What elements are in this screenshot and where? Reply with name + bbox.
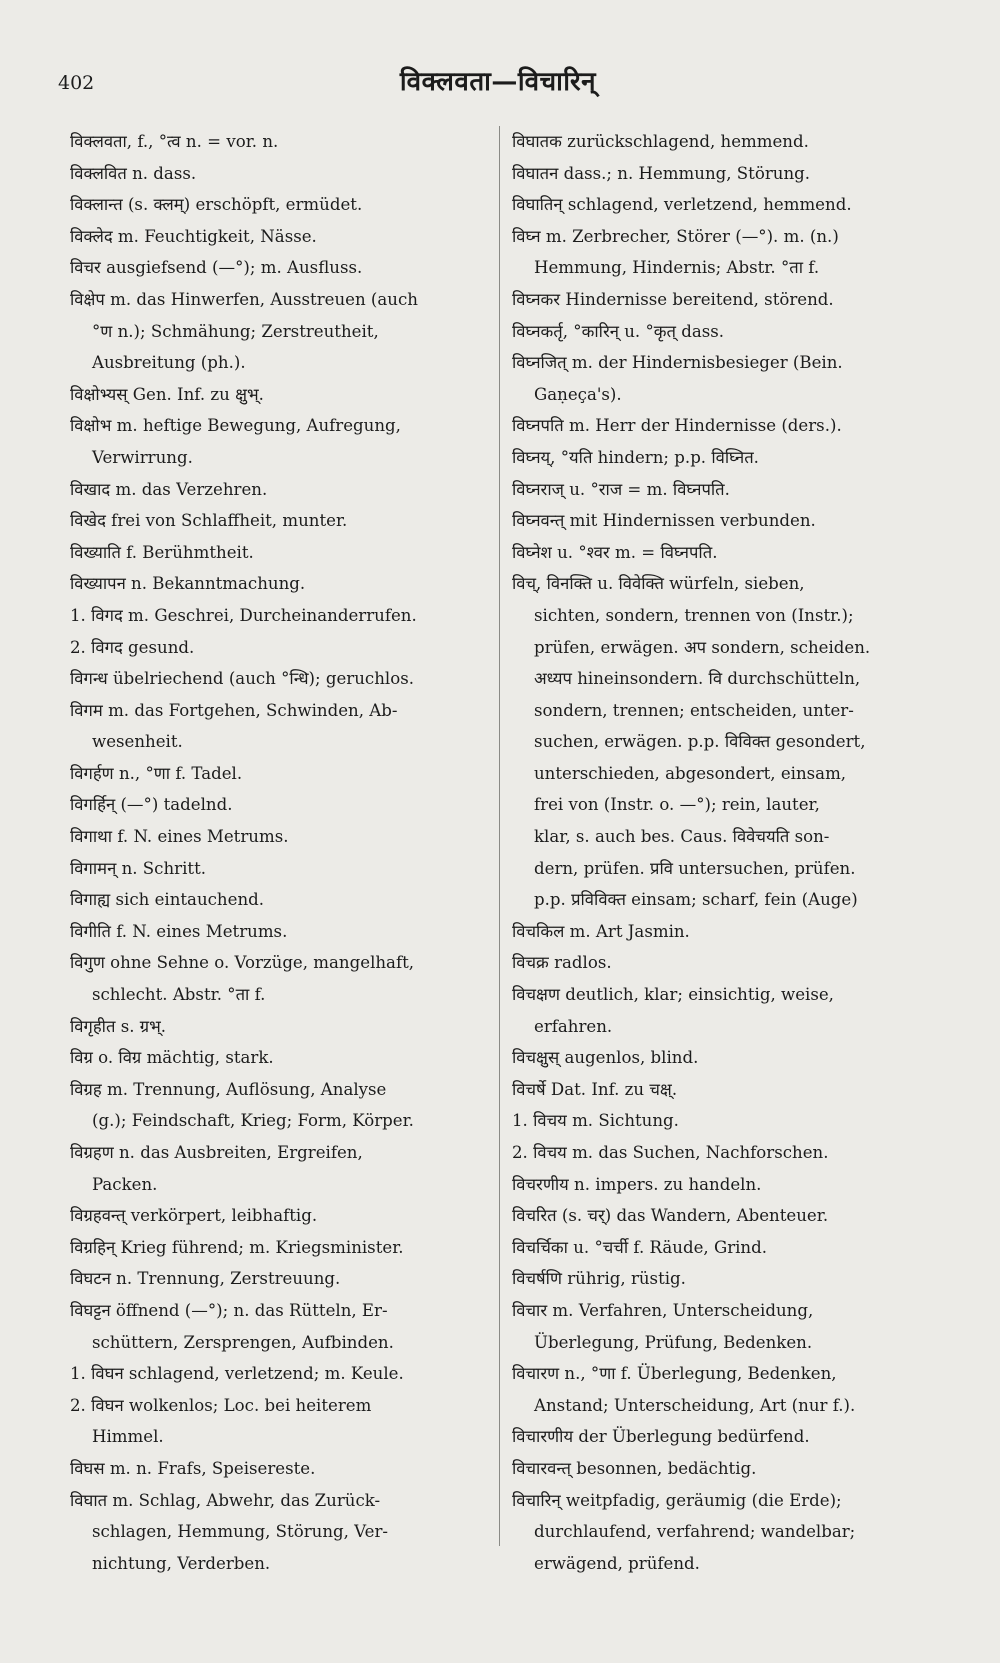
dictionary-entry: विग्र o. विग्र mächtig, stark. (70, 1048, 274, 1068)
dictionary-entry: विच्, विनक्ति u. विवेक्ति würfeln, sieben, (512, 574, 805, 594)
column-divider (499, 126, 500, 1546)
dictionary-entry: विगम m. das Fortgehen, Schwinden, Ab- (70, 700, 398, 720)
entry-continuation: wesenheit. (92, 732, 183, 752)
dictionary-entry: विगर्हण n., °णा f. Tadel. (70, 763, 243, 783)
dictionary-entry: विचरणीय n. impers. zu handeln. (512, 1174, 762, 1194)
dictionary-entry: विगामन् n. Schritt. (70, 858, 207, 878)
entry-continuation: klar, s. auch bes. Caus. विवेचयति son- (534, 827, 830, 847)
dictionary-entry: विघ्नपति m. Herr der Hindernisse (ders.). (512, 416, 842, 436)
dictionary-entry: विचक्र radlos. (512, 953, 612, 973)
entry-continuation: schlagen, Hemmung, Störung, Ver- (92, 1522, 389, 1542)
entry-continuation: Verwirrung. (92, 447, 193, 467)
dictionary-entry: 1. विगद m. Geschrei, Durcheinanderrufen. (70, 605, 417, 625)
dictionary-entry: 2. विगद gesund. (70, 637, 195, 657)
entry-continuation: schüttern, Zersprengen, Aufbinden. (92, 1332, 394, 1352)
dictionary-entry: विक्लवता, f., °त्व n. = vor. n. (70, 132, 279, 151)
dictionary-entry: विचार m. Verfahren, Unterscheidung, (512, 1300, 814, 1320)
dictionary-entry: विख्याति f. Berühmtheit. (70, 542, 254, 562)
dictionary-entry: विगीति f. N. eines Metrums. (70, 921, 288, 941)
dictionary-entry: विघातक zurückschlagend, hemmend. (512, 132, 809, 151)
dictionary-entry: विघ्नय्, °यति hindern; p.p. विघ्नित. (512, 447, 759, 467)
dictionary-entry: विघस m. n. Frafs, Speisereste. (70, 1458, 316, 1478)
entry-continuation: Hemmung, Hindernis; Abstr. °ता f. (534, 258, 820, 278)
dictionary-entry: विग्रहवन्त् verkörpert, leibhaftig. (70, 1206, 318, 1226)
page-number: 402 (58, 72, 95, 94)
dictionary-entry: विघ्नजित् m. der Hindernisbesieger (Bein. (512, 353, 843, 373)
dictionary-entry: विघात m. Schlag, Abwehr, das Zurück- (70, 1490, 381, 1510)
dictionary-entry: विग्रहिन् Krieg führend; m. Kriegsminister. (70, 1237, 404, 1257)
dictionary-entry: विचारण n., °णा f. Überlegung, Bedenken, (512, 1364, 837, 1384)
dictionary-entry: विघटन n. Trennung, Zerstreuung. (70, 1269, 341, 1289)
dictionary-entry: विघ्नेश u. °श्वर m. = विघ्नपति. (512, 542, 718, 562)
dictionary-entry: विगाथा f. N. eines Metrums. (70, 827, 289, 847)
dictionary-entry: 2. विघन wolkenlos; Loc. bei heiterem (70, 1395, 372, 1415)
dictionary-entry: विघ्नकर्तृ, °कारिन् u. °कृत् dass. (512, 321, 725, 341)
dictionary-entry: विगृहीत s. ग्रभ्. (70, 1016, 167, 1036)
dictionary-entry: विचारणीय der Überlegung bedürfend. (512, 1427, 810, 1447)
dictionary-entry: विगन्ध übelriechend (auch °न्धि); geruchlos. (70, 669, 414, 689)
page-header (58, 62, 938, 102)
entry-continuation: Ausbreitung (ph.). (92, 353, 246, 373)
entry-continuation: Anstand; Unterscheidung, Art (nur f.). (534, 1395, 856, 1415)
dictionary-entry: विचरित (s. चर्) das Wandern, Abenteuer. (512, 1206, 829, 1226)
dictionary-entry: विखाद m. das Verzehren. (70, 479, 268, 499)
entry-continuation: (g.); Feindschaft, Krieg; Form, Körper. (92, 1111, 414, 1131)
dictionary-entry: विचक्षण deutlich, klar; einsichtig, weise, (512, 985, 834, 1005)
entry-continuation: erfahren. (534, 1016, 613, 1036)
dictionary-entry: विचर्षणि rührig, rüstig. (512, 1269, 686, 1289)
dictionary-entry: विघातन dass.; n. Hemmung, Störung. (512, 163, 811, 183)
entry-continuation: sichten, sondern, trennen von (Instr.); (534, 605, 854, 625)
dictionary-entry: विचारिन् weitpfadig, geräumig (die Erde); (512, 1490, 842, 1510)
dictionary-entry: विघातिन् schlagend, verletzend, hemmend. (512, 195, 852, 215)
dictionary-entry: विघ्न m. Zerbrecher, Störer (—°). m. (n.) (512, 226, 839, 246)
dictionary-entry: विग्रहण n. das Ausbreiten, Ergreifen, (70, 1143, 363, 1162)
dictionary-entry: विघ्नवन्त् mit Hindernissen verbunden. (512, 511, 816, 531)
dictionary-entry: 1. विघन schlagend, verletzend; m. Keule. (70, 1364, 404, 1384)
dictionary-entry: 1. विचय m. Sichtung. (512, 1111, 679, 1131)
dictionary-entry: विचर्षे Dat. Inf. zu चक्ष्. (512, 1079, 678, 1099)
dictionary-entry: विचक्षुस् augenlos, blind. (512, 1048, 699, 1068)
entry-continuation: dern, prüfen. प्रवि untersuchen, prüfen. (534, 858, 856, 878)
dictionary-entry: विचारवन्त् besonnen, bedächtig. (512, 1458, 757, 1478)
dictionary-entry: विघ्नराज् u. °राज = m. विघ्नपति. (512, 479, 730, 499)
dictionary-entry: विचर्चिका u. °चर्ची f. Räude, Grind. (512, 1237, 768, 1257)
dictionary-entry: विगाह्य sich eintauchend. (70, 890, 265, 910)
entry-continuation: frei von (Instr. o. —°); rein, lauter, (534, 795, 820, 815)
entry-continuation: Packen. (92, 1174, 158, 1194)
dictionary-entry: विक्लान्त (s. क्लम्) erschöpft, ermüdet. (70, 195, 363, 215)
dictionary-entry: विगुण ohne Sehne o. Vorzüge, mangelhaft, (70, 953, 415, 973)
dictionary-entry: विख्यापन n. Bekanntmachung. (70, 574, 306, 594)
entry-continuation: erwägend, prüfend. (534, 1553, 700, 1573)
dictionary-entry: विक्षेप m. das Hinwerfen, Ausstreuen (auch (70, 289, 418, 309)
dictionary-entry: विचकिल m. Art Jasmin. (512, 921, 690, 941)
entry-continuation: schlecht. Abstr. °ता f. (92, 985, 266, 1005)
entry-continuation: Himmel. (92, 1427, 164, 1447)
entry-continuation: p.p. प्रविविक्त einsam; scharf, fein (Auge) (534, 890, 858, 910)
right-column (512, 126, 952, 1579)
dictionary-entry: विखेद frei von Schlaffheit, munter. (70, 511, 348, 531)
dictionary-entry: 2. विचय m. das Suchen, Nachforschen. (512, 1143, 829, 1162)
entry-continuation: suchen, erwägen. p.p. विविक्त gesondert, (534, 732, 866, 752)
entry-continuation: durchlaufend, verfahrend; wandelbar; (534, 1522, 856, 1542)
entry-continuation: अध्यप hineinsondern. वि durchschütteln, (534, 669, 861, 689)
dictionary-entry: विग्रह m. Trennung, Auflösung, Analyse (70, 1079, 387, 1099)
entry-continuation: sondern, trennen; entscheiden, unter- (534, 700, 854, 720)
dictionary-entry: विक्लवित n. dass. (70, 163, 197, 183)
entry-continuation: °ण n.); Schmähung; Zerstreutheit, (92, 321, 379, 341)
entry-continuation: Überlegung, Prüfung, Bedenken. (534, 1332, 813, 1352)
dictionary-entry: विक्षोभ m. heftige Bewegung, Aufregung, (70, 416, 401, 436)
dictionary-entry: विक्लेद m. Feuchtigkeit, Nässe. (70, 226, 317, 246)
entry-continuation: unterschieden, abgesondert, einsam, (534, 763, 847, 783)
left-column (70, 126, 510, 1579)
dictionary-entry: विघ्नकर Hindernisse bereitend, störend. (512, 289, 834, 309)
entry-continuation: prüfen, erwägen. अप sondern, scheiden. (534, 637, 871, 657)
dictionary-entry: विगर्हिन् (—°) tadelnd. (70, 795, 233, 815)
running-head: विक्लवता—विचारिन् (399, 67, 597, 97)
entry-continuation: Gaṇeça's). (534, 384, 622, 404)
dictionary-entry: विघट्टन öffnend (—°); n. das Rütteln, Er- (70, 1300, 388, 1320)
dictionary-entry: विक्षोभ्यस् Gen. Inf. zu क्षुभ्. (70, 384, 264, 404)
entry-continuation: nichtung, Verderben. (92, 1553, 271, 1573)
dictionary-entry: विचर ausgiefsend (—°); m. Ausfluss. (70, 258, 363, 278)
